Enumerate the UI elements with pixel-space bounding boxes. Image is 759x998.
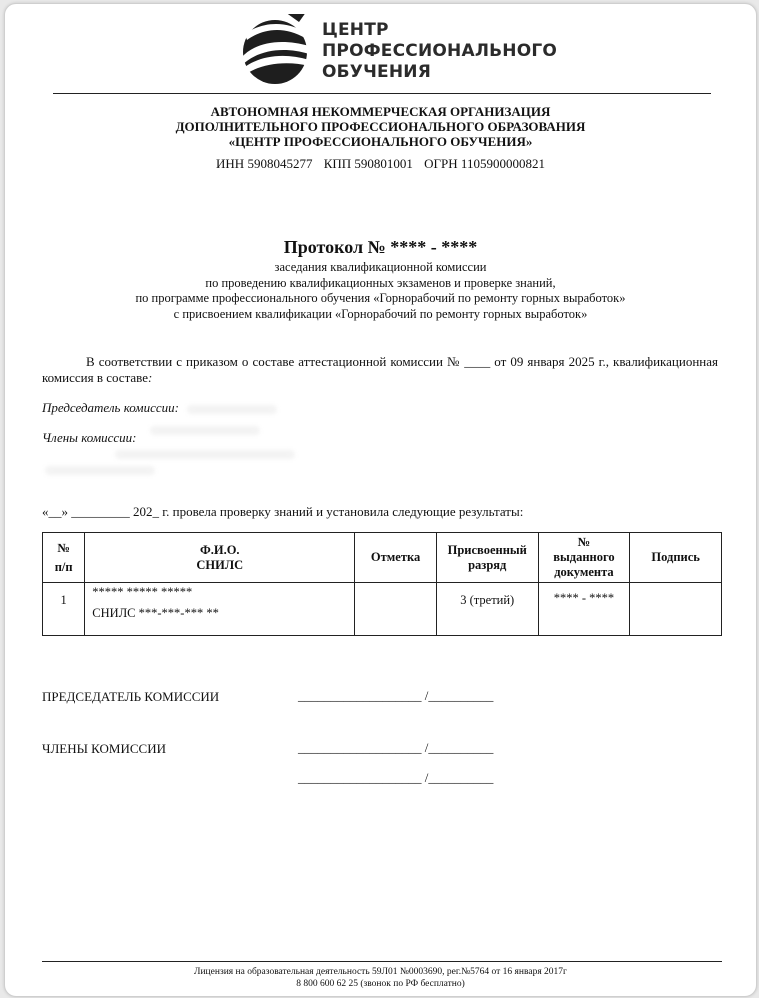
- header-doc-1: №: [577, 535, 591, 549]
- kpp: КПП 590801001: [323, 156, 413, 171]
- subtitle-line-1: заседания квалификационной комиссии: [274, 260, 487, 274]
- cell-document: **** - ****: [538, 583, 630, 636]
- org-line-2: ДОПОЛНИТЕЛЬНОГО ПРОФЕССИОНАЛЬНОГО ОБРАЗОВАНИЯ: [175, 119, 586, 134]
- logo-line-2: ПРОФЕССИОНАЛЬНОГО: [322, 41, 558, 61]
- footer-divider: [42, 961, 722, 962]
- cell-num: 1: [43, 583, 85, 636]
- redacted-member-1: [150, 426, 260, 435]
- cell-fio: [85, 583, 355, 636]
- subtitle-line-4: с присвоением квалификации «Горнорабочий по ремонту горных выработок»: [173, 306, 588, 321]
- redacted-member-3: [45, 466, 155, 475]
- redacted-chairman: [187, 405, 277, 414]
- header-doc-2: выданного: [553, 550, 615, 564]
- header-grade-top: Присвоенный: [447, 542, 527, 557]
- member-signature-line-2: ___________________ /__________: [298, 770, 494, 785]
- chairman-signature-line: ___________________ /__________: [298, 688, 494, 703]
- member-signature-line-1: ___________________ /__________: [298, 740, 494, 755]
- inn: ИНН 5908045277: [216, 156, 313, 171]
- protocol-subtitle: [5, 260, 756, 322]
- org-line-1: АВТОНОМНАЯ НЕКОММЕРЧЕСКАЯ ОРГАНИЗАЦИЯ: [210, 104, 551, 119]
- results-intro: «__» _________ 202_ г. провела проверку знаний и установила следующие результаты:: [42, 504, 524, 519]
- cell-signature: [630, 583, 722, 636]
- cell-snils: СНИЛС ***-***-*** **: [92, 606, 219, 620]
- intro-paragraph: [42, 354, 718, 386]
- chairman-signature-label: ПРЕДСЕДАТЕЛЬ КОМИССИИ: [42, 689, 220, 704]
- intro-text: В соответствии с приказом о составе аттестационной комиссии № ____ от 09 января 2025 г., квалификационная комиссия в составе: [42, 354, 718, 385]
- cell-mark: [355, 583, 437, 636]
- subtitle-line-3: по программе профессионального обучения «Горнорабочий по ремонту горных выработок»: [135, 291, 626, 305]
- logo-line-3: ОБУЧЕНИЯ: [322, 62, 432, 82]
- header-signature: Подпись: [630, 533, 722, 583]
- ogrn: ОГРН 1105900000821: [424, 156, 545, 171]
- organization-name: [5, 104, 756, 149]
- table-row: [43, 583, 722, 636]
- members-label: Члены комиссии:: [42, 430, 137, 445]
- header-grade: [436, 533, 538, 583]
- footer: [5, 966, 756, 990]
- header-fio: [85, 533, 355, 583]
- header-num-bottom: п/п: [54, 559, 73, 574]
- footer-license: Лицензия на образовательная деятельность 59Л01 №0003690, рег.№5764 от 16 января 2017г: [194, 967, 567, 977]
- cell-name: ***** ***** *****: [92, 585, 193, 599]
- results-table: [42, 532, 722, 636]
- table-header-row: [43, 533, 722, 583]
- header-mark: Отметка: [355, 533, 437, 583]
- intro-colon: :: [148, 370, 153, 385]
- chairman-label: Председатель комиссии:: [42, 400, 179, 415]
- organization-ids: [5, 156, 756, 172]
- header-doc-3: документа: [554, 565, 614, 579]
- header-fio-bottom: СНИЛС: [196, 557, 244, 572]
- footer-phone: 8 800 600 62 25 (звонок по РФ бесплатно): [296, 979, 465, 989]
- subtitle-line-2: по проведению квалификационных экзаменов и проверке знаний,: [205, 275, 556, 290]
- header-num: [43, 533, 85, 583]
- protocol-title: Протокол № **** - ****: [283, 237, 478, 257]
- document-page: [4, 3, 757, 997]
- cell-grade: 3 (третий): [436, 583, 538, 636]
- members-signature-label: ЧЛЕНЫ КОМИССИИ: [42, 741, 166, 756]
- logo-line-1: ЦЕНТР: [322, 20, 389, 40]
- logo-text: [322, 20, 557, 83]
- header-num-top: №: [57, 540, 70, 555]
- header-grade-bottom: разряд: [468, 557, 507, 572]
- header-fio-top: Ф.И.О.: [200, 542, 240, 557]
- org-line-3: «ЦЕНТР ПРОФЕССИОНАЛЬНОГО ОБУЧЕНИЯ»: [228, 134, 533, 149]
- redacted-member-2: [115, 450, 295, 459]
- header-document: [538, 533, 630, 583]
- header-divider: [53, 93, 711, 94]
